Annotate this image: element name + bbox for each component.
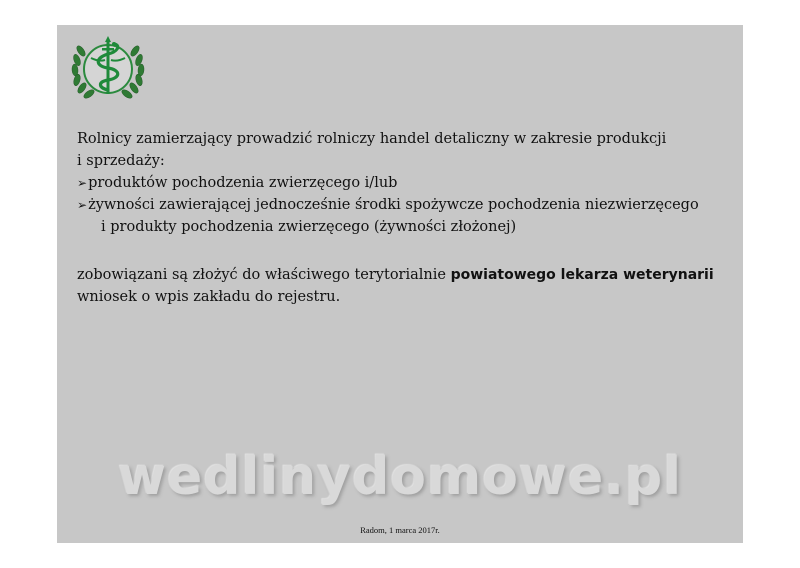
arrow-bullet-icon: ➢ [77, 198, 88, 212]
footer-date: Radom, 1 marca 2017r. [360, 525, 440, 535]
arrow-bullet-icon: ➢ [77, 176, 88, 190]
intro-paragraph [77, 128, 737, 238]
bullet-item-1 [77, 172, 737, 194]
bullet-2-continuation: i produkty pochodzenia zwierzęcego (żywności złożonej) [101, 219, 517, 235]
bullet-1-text: produktów pochodzenia zwierzęcego i/lub [88, 175, 398, 191]
bullet-item-2 [77, 194, 737, 216]
conclusion-line-2: wniosek o wpis zakładu do rejestru. [77, 289, 341, 305]
intro-line-2: i sprzedaży: [77, 153, 165, 169]
slide [57, 25, 743, 543]
conclusion-bold-text: powiatowego lekarza weterynarii [450, 267, 714, 283]
conclusion-line-1 [77, 264, 737, 286]
conclusion-text: zobowiązani są złożyć do właściwego terytorialnie [77, 267, 451, 283]
bullet-2-text: żywności zawierającej jednocześnie środki spożywcze pochodzenia niezwierzęcego [88, 197, 699, 213]
conclusion-paragraph [77, 264, 737, 308]
watermark: wedlinydomowe.pl [117, 447, 683, 507]
veterinary-inspection-logo-icon [69, 32, 147, 102]
intro-line-1: Rolnicy zamierzający prowadzić rolniczy handel detaliczny w zakresie produkcji [77, 131, 667, 147]
